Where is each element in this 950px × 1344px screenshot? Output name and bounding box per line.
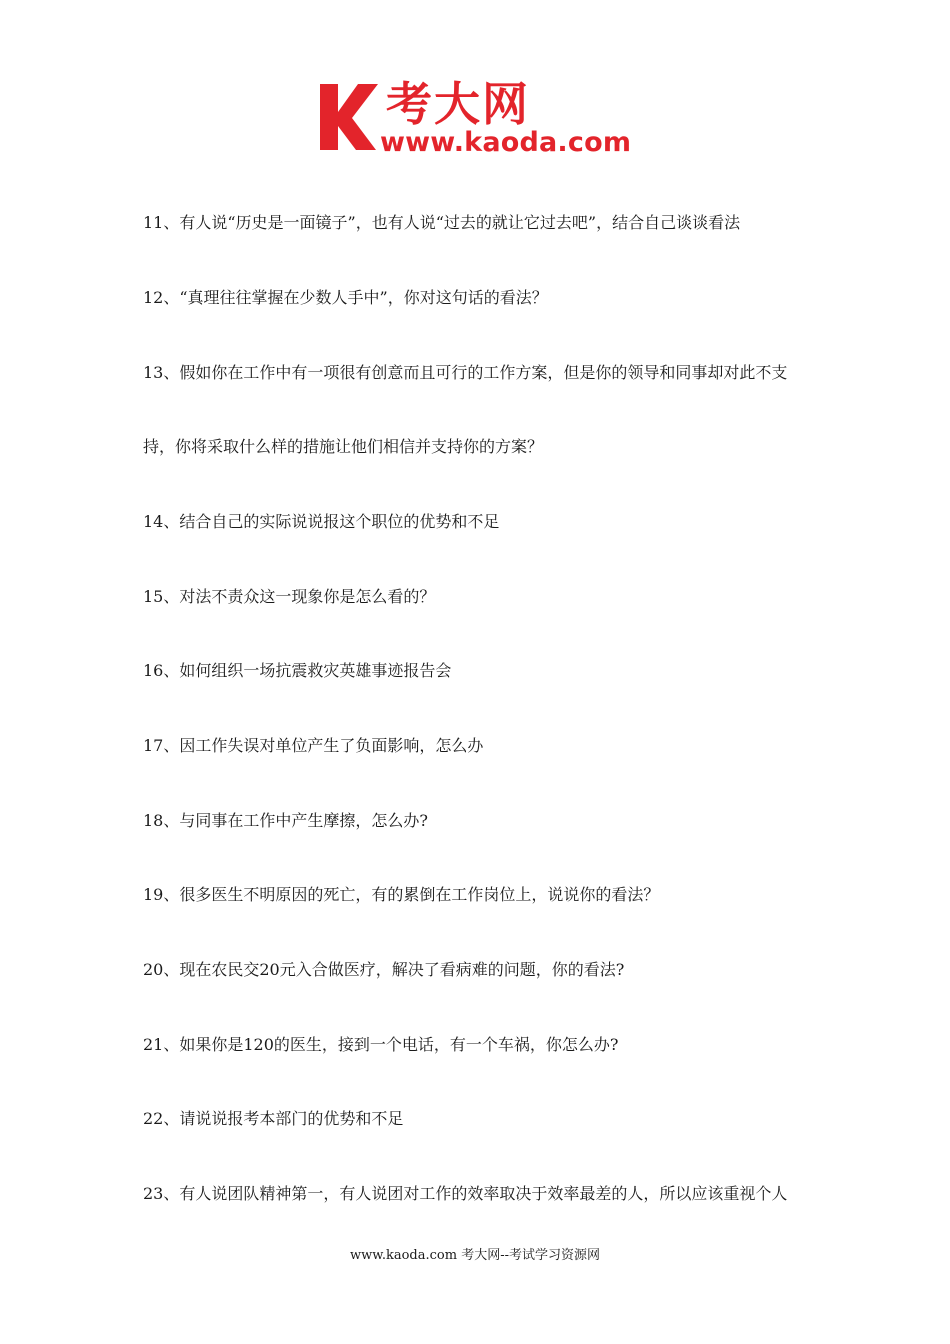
- question-line: 21、如果你是120的医生，接到一个电话，有一个车祸，你怎么办?: [143, 1035, 619, 1054]
- question-line: 11、有人说“历史是一面镜子”，也有人说“过去的就让它过去吧”，结合自己谈谈看法: [143, 213, 741, 232]
- question-line: 18、与同事在工作中产生摩擦，怎么办?: [143, 811, 428, 830]
- question-line: 15、对法不责众这一现象你是怎么看的？: [143, 587, 436, 606]
- question-line: 17、因工作失误对单位产生了负面影响，怎么办: [143, 736, 484, 755]
- question-line: 持，你将采取什么样的措施让他们相信并支持你的方案？: [143, 437, 544, 456]
- question-line: 19、很多医生不明原因的死亡，有的累倒在工作岗位上，说说你的看法？: [143, 885, 660, 904]
- page-footer: www.kaoda.com 考大网--考试学习资源网: [350, 1248, 600, 1263]
- question-line: 23、有人说团队精神第一，有人说团对工作的效率取决于效率最差的人，所以应该重视个人: [143, 1184, 788, 1203]
- question-line: 20、现在农民交20元入合做医疗，解决了看病难的问题，你的看法?: [143, 960, 625, 979]
- question-line: 12、“真理往往掌握在少数人手中”，你对这句话的看法？: [143, 288, 548, 307]
- logo-url: www.kaoda.com: [380, 127, 632, 158]
- question-line: 16、如何组织一场抗震救灾英雄事迹报告会: [143, 661, 452, 680]
- kaoda-logo: [318, 78, 640, 162]
- logo-name: 考大网: [386, 77, 530, 131]
- question-line: 22、请说说报考本部门的优势和不足: [143, 1109, 404, 1128]
- logo-k-icon: [318, 82, 380, 152]
- question-line: 13、假如你在工作中有一项很有创意而且可行的工作方案，但是你的领导和同事却对此不支: [143, 363, 788, 382]
- question-line: 14、结合自己的实际说说报这个职位的优势和不足: [143, 512, 500, 531]
